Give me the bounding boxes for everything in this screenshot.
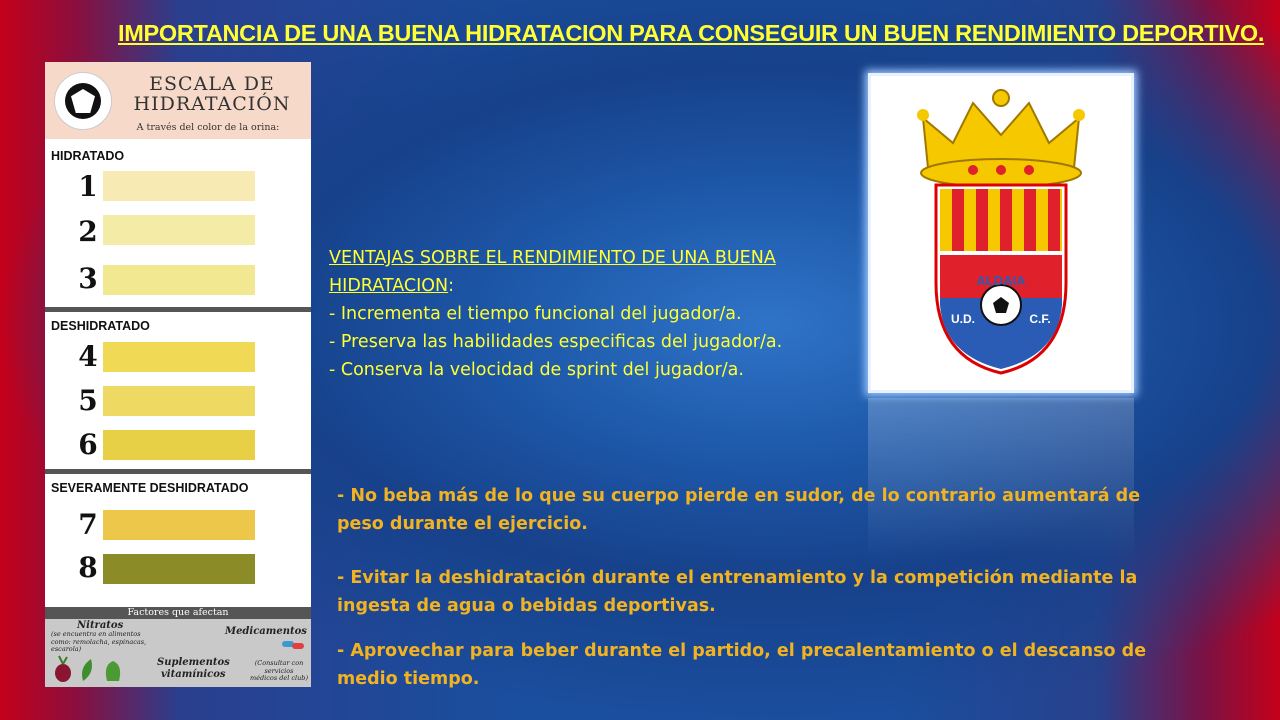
scale-number: 5	[78, 384, 98, 417]
hydration-scale-card	[45, 62, 311, 687]
scale-number: 3	[78, 262, 98, 295]
scale-number: 4	[78, 340, 98, 373]
scale-number: 6	[78, 428, 98, 461]
color-swatch	[103, 342, 255, 372]
advantages-heading-2-line	[329, 272, 849, 300]
section-label: HIDRATADO	[51, 149, 125, 163]
advantages-colon: :	[448, 276, 455, 296]
factors-panel	[45, 607, 311, 687]
scale-subtitle: A través del color de la orina:	[136, 122, 280, 133]
scale-number: 1	[78, 170, 98, 203]
section-label: SEVERAMENTE DESHIDRATADO	[51, 481, 249, 495]
color-swatch	[103, 215, 255, 245]
scale-number: 8	[78, 551, 98, 584]
tip-line: medio tiempo.	[337, 669, 480, 689]
section-label: DESHIDRATADO	[51, 319, 150, 333]
tip-line: - Aprovechar para beber durante el partido, el precalentamiento o el descanso de	[337, 641, 1147, 661]
crest-right-text: C.F.	[1029, 312, 1051, 326]
color-swatch	[103, 265, 255, 295]
crest-arc-text: ALDAIA	[976, 273, 1026, 288]
color-swatch	[103, 510, 255, 540]
color-swatch	[103, 386, 255, 416]
factor-medicamentos: Medicamentos	[225, 626, 307, 637]
advantage-item: - Conserva la velocidad de sprint del jugador/a.	[329, 360, 744, 380]
tip-line: - No beba más de lo que su cuerpo pierde en sudor, de lo contrario aumentará de	[337, 486, 1141, 506]
tip-block	[337, 637, 1157, 693]
club-crest-frame	[868, 73, 1134, 393]
vegetables-icon	[51, 653, 131, 685]
factor-suplementos: Suplementos	[157, 657, 230, 668]
scale-number: 2	[78, 215, 98, 248]
advantage-item: - Incrementa el tiempo funcional del jugador/a.	[329, 304, 742, 324]
club-crest-icon	[868, 73, 1134, 393]
scale-title-line1: ESCALA DE	[149, 73, 275, 95]
scale-title-line2: HIDRATACIÓN	[133, 93, 291, 115]
tip-block	[337, 482, 1157, 538]
factor-nitratos-note: (se encuentra en alimentos como: remolacha, espinacas, escarola)	[51, 630, 147, 653]
page-title: IMPORTANCIA DE UNA BUENA HIDRATACION PARA CONSEGUIR UN BUEN RENDIMIENTO DEPORTIVO.	[118, 20, 1265, 46]
tip-line: ingesta de agua o bebidas deportivas.	[337, 596, 716, 616]
advantages-heading-2: HIDRATACION	[329, 276, 449, 296]
factors-heading: Factores que afectan	[45, 607, 311, 619]
scale-title	[117, 74, 307, 114]
advantage-item: - Preserva las habilidades especificas del jugador/a.	[329, 332, 783, 352]
advantages-block	[329, 244, 849, 384]
color-swatch	[103, 554, 255, 584]
factor-medicamentos-note: (Consultar con servicios médicos del club)	[250, 659, 308, 682]
card-header	[45, 62, 311, 139]
pills-icon	[281, 637, 305, 653]
factor-vitaminicos: vitamínicos	[161, 669, 226, 680]
section-divider	[45, 307, 311, 312]
color-swatch	[103, 430, 255, 460]
tip-line: - Evitar la deshidratación durante el entrenamiento y la competición mediante la	[337, 568, 1138, 588]
factor-nitratos: Nitratos	[77, 620, 124, 631]
club-badge-icon	[54, 72, 112, 130]
crest-left-text: U.D.	[951, 312, 975, 326]
advantages-heading-1: VENTAJAS SOBRE EL RENDIMIENTO DE UNA BUENA	[329, 248, 776, 268]
section-divider	[45, 469, 311, 474]
scale-number: 7	[78, 508, 98, 541]
tip-line: peso durante el ejercicio.	[337, 514, 588, 534]
color-swatch	[103, 171, 255, 201]
tip-block	[337, 564, 1157, 620]
